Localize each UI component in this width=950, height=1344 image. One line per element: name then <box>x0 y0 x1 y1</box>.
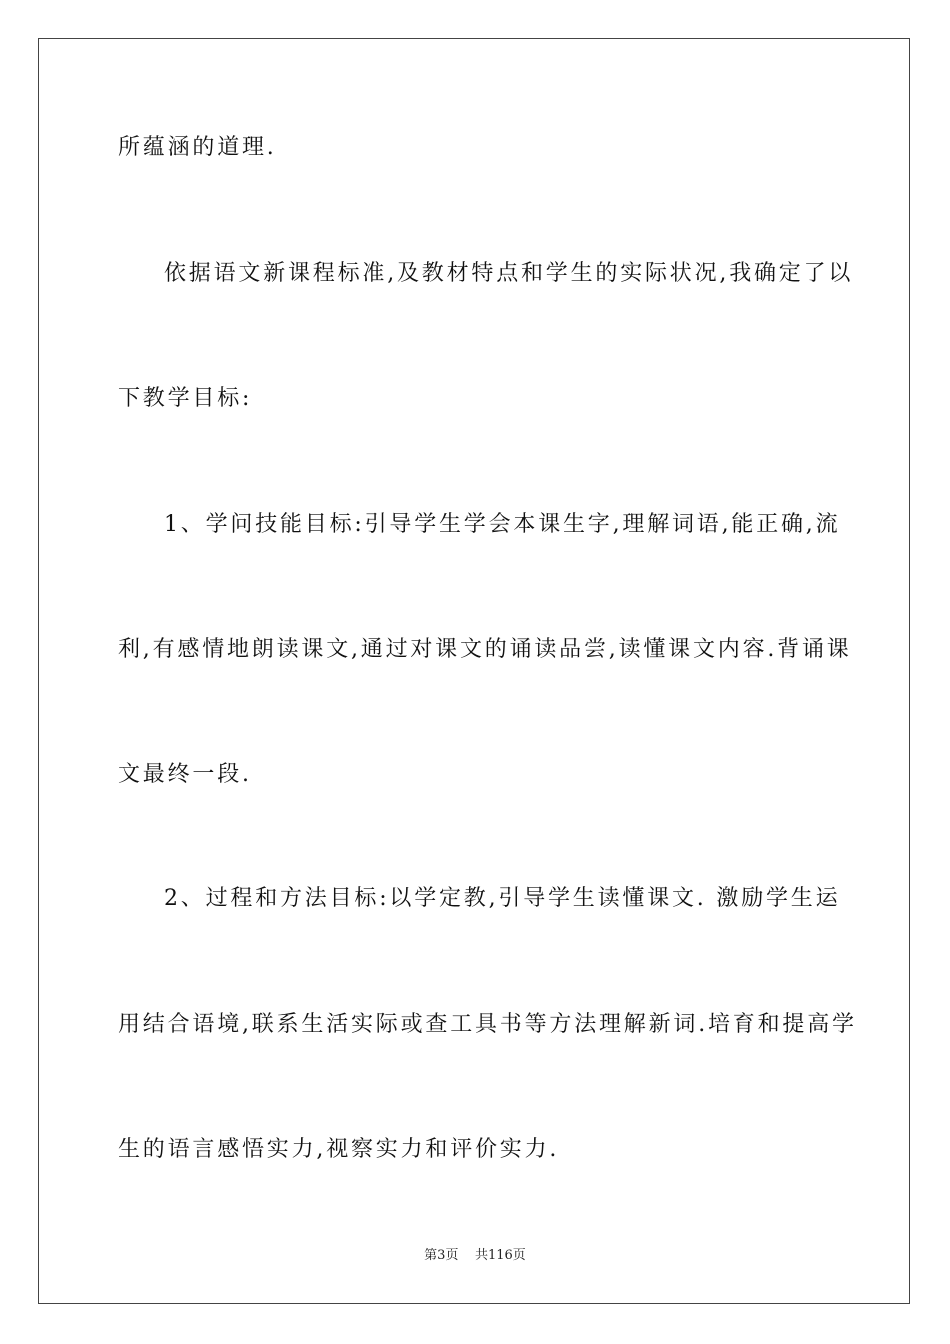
text-line-3: 下教学目标: <box>118 386 253 411</box>
goal-2-line-1: 2、过程和方法目标:以学定教,引导学生读懂课文. 激励学生运 <box>164 886 841 911</box>
goal-1-line-2: 利,有感情地朗读课文,通过对课文的诵读品尝,读懂课文内容.背诵课 <box>118 637 852 662</box>
page-total: 共116页 <box>474 1248 526 1263</box>
paragraph-line-2: 依据语文新课程标准,及教材特点和学生的实际状况,我确定了以 <box>164 261 854 286</box>
goal-2-line-3: 生的语言感悟实力,视察实力和评价实力. <box>118 1137 560 1162</box>
page-number: 第3页 <box>424 1248 459 1263</box>
goal-1-line-3: 文最终一段. <box>118 762 252 787</box>
goal-2-line-2: 用结合语境,联系生活实际或查工具书等方法理解新词.培育和提高学 <box>118 1012 857 1037</box>
page-border <box>38 38 910 1304</box>
text-line-1: 所蕴涵的道理. <box>118 135 277 160</box>
goal-1-line-1: 1、学问技能目标:引导学生学会本课生字,理解词语,能正确,流 <box>164 512 841 537</box>
page-footer <box>0 1247 950 1265</box>
